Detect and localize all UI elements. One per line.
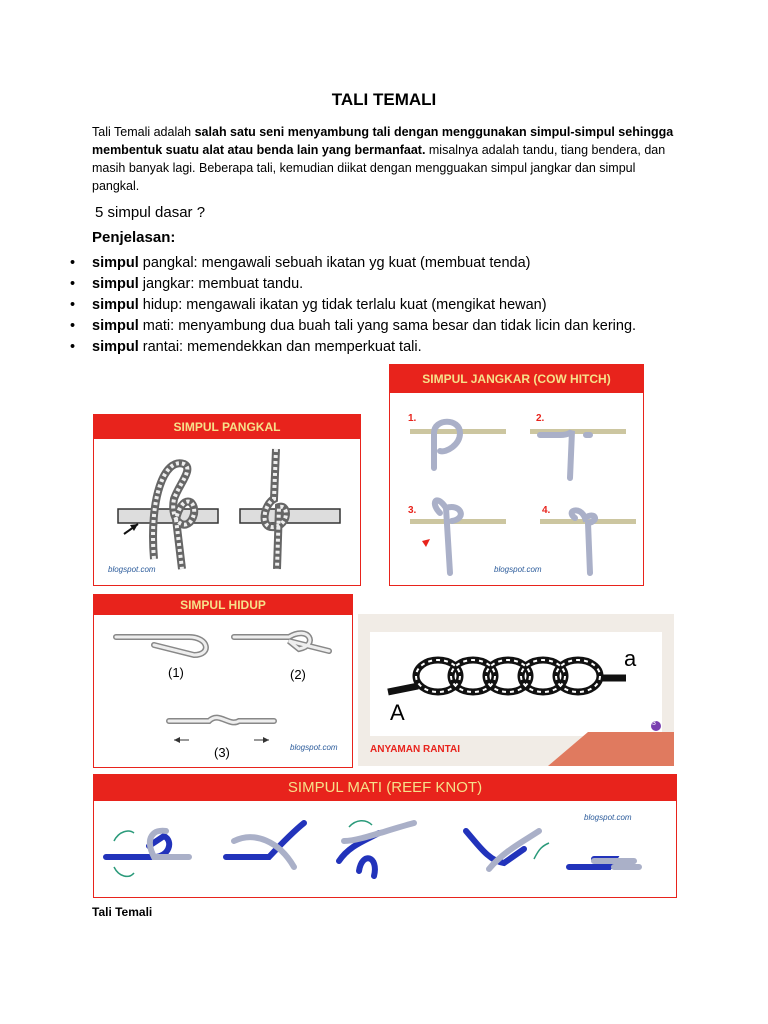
figure-title: ANYAMAN RANTAI [370, 744, 460, 755]
figure-title: SIMPUL PANGKAL [94, 415, 360, 439]
simpul-list [70, 253, 720, 358]
item-text: jangkar: membuat tandu. [138, 276, 304, 292]
item-text: hidup: mengawali ikatan yg tidak terlalu kuat (mengikat hewan) [138, 297, 547, 313]
page-number: 3 [652, 720, 656, 727]
intro-paragraph [92, 123, 682, 195]
list-item [70, 316, 720, 337]
watermark: blogspot.com [108, 565, 156, 574]
list-item [70, 253, 720, 274]
item-bold: simpul [92, 255, 139, 271]
figure-title: SIMPUL HIDUP [94, 595, 352, 615]
penjelasan-heading: Penjelasan: [92, 229, 176, 246]
watermark: blogspot.com [290, 743, 338, 752]
step-label: (1) [168, 665, 184, 680]
bullet-icon: • [70, 318, 76, 334]
pangkal-illustration [94, 439, 360, 585]
item-text: rantai: memendekkan dan memperkuat tali. [138, 339, 422, 355]
figure-simpul-jangkar [389, 364, 644, 586]
item-text: pangkal: mengawali sebuah ikatan yg kuat (membuat tenda) [138, 255, 531, 271]
item-bold: simpul [92, 339, 139, 355]
list-item [70, 337, 720, 358]
list-item [70, 274, 720, 295]
item-bold: simpul [92, 318, 139, 334]
bullet-icon: • [70, 297, 76, 313]
list-item [70, 295, 720, 316]
watermark: blogspot.com [584, 813, 632, 822]
figure-caption: Tali Temali [92, 905, 153, 919]
step-label: 3. [408, 505, 417, 516]
figure-simpul-pangkal [93, 414, 361, 586]
step-label: (3) [214, 745, 230, 760]
bullet-icon: • [70, 339, 76, 355]
figure-simpul-mati [93, 774, 677, 898]
step-label: (2) [290, 667, 306, 682]
jangkar-illustration [390, 393, 643, 583]
page-title: TALI TEMALI [331, 90, 437, 109]
watermark: blogspot.com [494, 565, 542, 574]
question-text: 5 simpul dasar ? [95, 204, 206, 221]
item-bold: simpul [92, 297, 139, 313]
step-label: 1. [408, 413, 417, 424]
intro-bold: salah satu seni menyambung tali dengan menggunakan simpul-simpul sehingga membentuk suatu alat atau benda lain yang bermanfaat. [92, 125, 674, 157]
figure-simpul-hidup [93, 594, 353, 768]
item-text: mati: menyambung dua buah tali yang sama besar dan tidak licin dan kering. [138, 318, 637, 334]
figure-title: SIMPUL JANGKAR (COW HITCH) [390, 365, 643, 393]
figure-anyaman-rantai [358, 614, 674, 766]
intro-text-1: Tali Temali adalah [92, 125, 195, 139]
label-a-lower: a [624, 646, 637, 671]
step-label: 4. [542, 505, 551, 516]
figure-title: SIMPUL MATI (REEF KNOT) [94, 775, 676, 801]
bullet-icon: • [70, 255, 76, 271]
label-a-upper: A [390, 700, 405, 725]
item-bold: simpul [92, 276, 139, 292]
intro-text-2: misalnya adalah tandu, tiang bendera, dan masih banyak lagi. Beberapa tali, kemudian diikat dengan mengguakan simpul jangkar dan simpul pangkal. [92, 143, 666, 193]
bullet-icon: • [70, 276, 76, 292]
step-label: 2. [536, 413, 545, 424]
